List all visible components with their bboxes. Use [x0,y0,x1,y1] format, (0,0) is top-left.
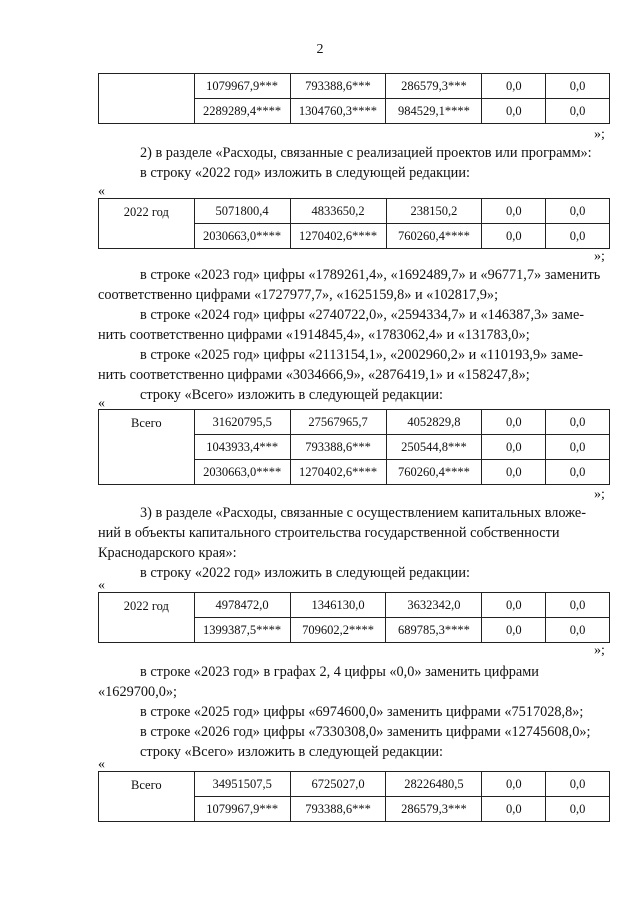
table-cell: 2030663,0**** [194,224,290,249]
paragraph-line: «1629700,0»; [98,684,178,700]
section-3-line: 3) в разделе «Расходы, связанные с осуществлением капитальных вложе- [140,505,586,521]
row-label: Всего [99,410,195,485]
table-cell: 3632342,0 [386,593,482,618]
table-cell: 4052829,8 [386,410,482,435]
table-cell: 1079967,9*** [194,797,290,822]
section-3-line: ний в объекты капитального строительства государственной собственности [98,525,560,541]
table-cell: 0,0 [546,410,610,435]
table-cell: 0,0 [482,224,546,249]
table-cell: 0,0 [482,74,546,99]
section-2-instruction: в строку «2022 год» изложить в следующей редакции: [140,165,470,181]
paragraph-line: в строке «2023 год» цифры «1789261,4», «1692489,7» и «96771,7» заменить [140,267,601,283]
table-cell: 760260,4**** [386,460,482,485]
paragraph-line: в строке «2023 год» в графах 2, 4 цифры «0,0» заменить цифрами [140,664,539,680]
section-3-line: Краснодарского края»: [98,545,237,561]
table-cell: 6725027,0 [290,772,386,797]
table-cell: 0,0 [482,772,546,797]
table-cell: 0,0 [546,772,610,797]
table-cell: 5071800,4 [194,199,290,224]
opening-quote: « [98,184,105,199]
table-cell: 0,0 [546,460,610,485]
row-label: Всего [99,772,195,822]
table-cell-label [99,74,195,124]
closing-quote: »; [594,127,605,142]
table-row [99,410,610,435]
table-2022-projects [98,198,610,249]
table-row [99,74,610,99]
table-cell: 793388,6*** [290,74,386,99]
closing-quote: »; [594,249,605,264]
table-cell: 0,0 [482,199,546,224]
table-cell: 0,0 [482,435,546,460]
opening-quote: « [98,757,105,772]
table-cell: 4833650,2 [290,199,386,224]
row-label: 2022 год [99,593,195,643]
table-cell: 1399387,5**** [194,618,290,643]
table-cell: 0,0 [482,797,546,822]
table-cell: 760260,4**** [386,224,482,249]
table-cell: 2030663,0**** [194,460,290,485]
table-cell: 286579,3*** [386,797,482,822]
table-total-capital [98,771,610,822]
table-continuation [98,73,610,124]
table-cell: 28226480,5 [386,772,482,797]
table-row [99,199,610,224]
paragraph-line: в строке «2024 год» цифры «2740722,0», «2594334,7» и «146387,3» заме- [140,307,585,323]
section-3-instruction: в строку «2022 год» изложить в следующей редакции: [140,565,470,581]
table-cell: 0,0 [546,618,610,643]
table-cell: 1304760,3**** [290,99,386,124]
row-label: 2022 год [99,199,195,249]
table-cell: 793388,6*** [290,435,386,460]
table-cell: 0,0 [546,74,610,99]
closing-quote: »; [594,487,605,502]
table-cell: 0,0 [482,99,546,124]
table-cell: 238150,2 [386,199,482,224]
table-cell: 0,0 [546,435,610,460]
table-cell: 0,0 [546,224,610,249]
table-cell: 1079967,9*** [194,74,290,99]
table-2022-capital [98,592,610,643]
table-cell: 1270402,6**** [290,224,386,249]
table-cell: 31620795,5 [194,410,290,435]
table-row [99,593,610,618]
table-cell: 2289289,4**** [194,99,290,124]
closing-quote: »; [594,643,605,658]
table-cell: 0,0 [482,410,546,435]
paragraph-line: в строке «2025 год» цифры «6974600,0» заменить цифрами «7517028,8»; [140,704,584,720]
opening-quote: « [98,578,105,593]
table-cell: 709602,2**** [290,618,386,643]
table-cell: 34951507,5 [194,772,290,797]
table-cell: 793388,6*** [290,797,386,822]
table-cell: 0,0 [546,797,610,822]
opening-quote: « [98,396,105,411]
paragraph-line: строку «Всего» изложить в следующей редакции: [140,744,443,760]
section-2-heading: 2) в разделе «Расходы, связанные с реализацией проектов или программ»: [140,145,592,161]
paragraph-line: нить соответственно цифрами «1914845,4», «1783062,4» и «131783,0»; [98,327,530,343]
table-total-projects [98,409,610,485]
table-cell: 286579,3*** [386,74,482,99]
table-cell: 0,0 [482,618,546,643]
page-number: 2 [316,42,324,57]
table-cell: 27567965,7 [290,410,386,435]
paragraph-line: строку «Всего» изложить в следующей редакции: [140,387,443,403]
table-row [99,772,610,797]
table-cell: 1043933,4*** [194,435,290,460]
table-cell: 0,0 [482,593,546,618]
table-cell: 0,0 [482,460,546,485]
table-cell: 1270402,6**** [290,460,386,485]
paragraph-line: соответственно цифрами «1727977,7», «1625159,8» и «102817,9»; [98,287,499,303]
paragraph-line: в строке «2025 год» цифры «2113154,1», «2002960,2» и «110193,9» заме- [140,347,583,363]
table-cell: 0,0 [546,99,610,124]
table-cell: 0,0 [546,593,610,618]
paragraph-line: нить соответственно цифрами «3034666,9», «2876419,1» и «158247,8»; [98,367,530,383]
table-cell: 984529,1**** [386,99,482,124]
table-cell: 0,0 [546,199,610,224]
table-cell: 689785,3**** [386,618,482,643]
paragraph-line: в строке «2026 год» цифры «7330308,0» заменить цифрами «12745608,0»; [140,724,591,740]
table-cell: 4978472,0 [194,593,290,618]
table-cell: 1346130,0 [290,593,386,618]
table-cell: 250544,8*** [386,435,482,460]
